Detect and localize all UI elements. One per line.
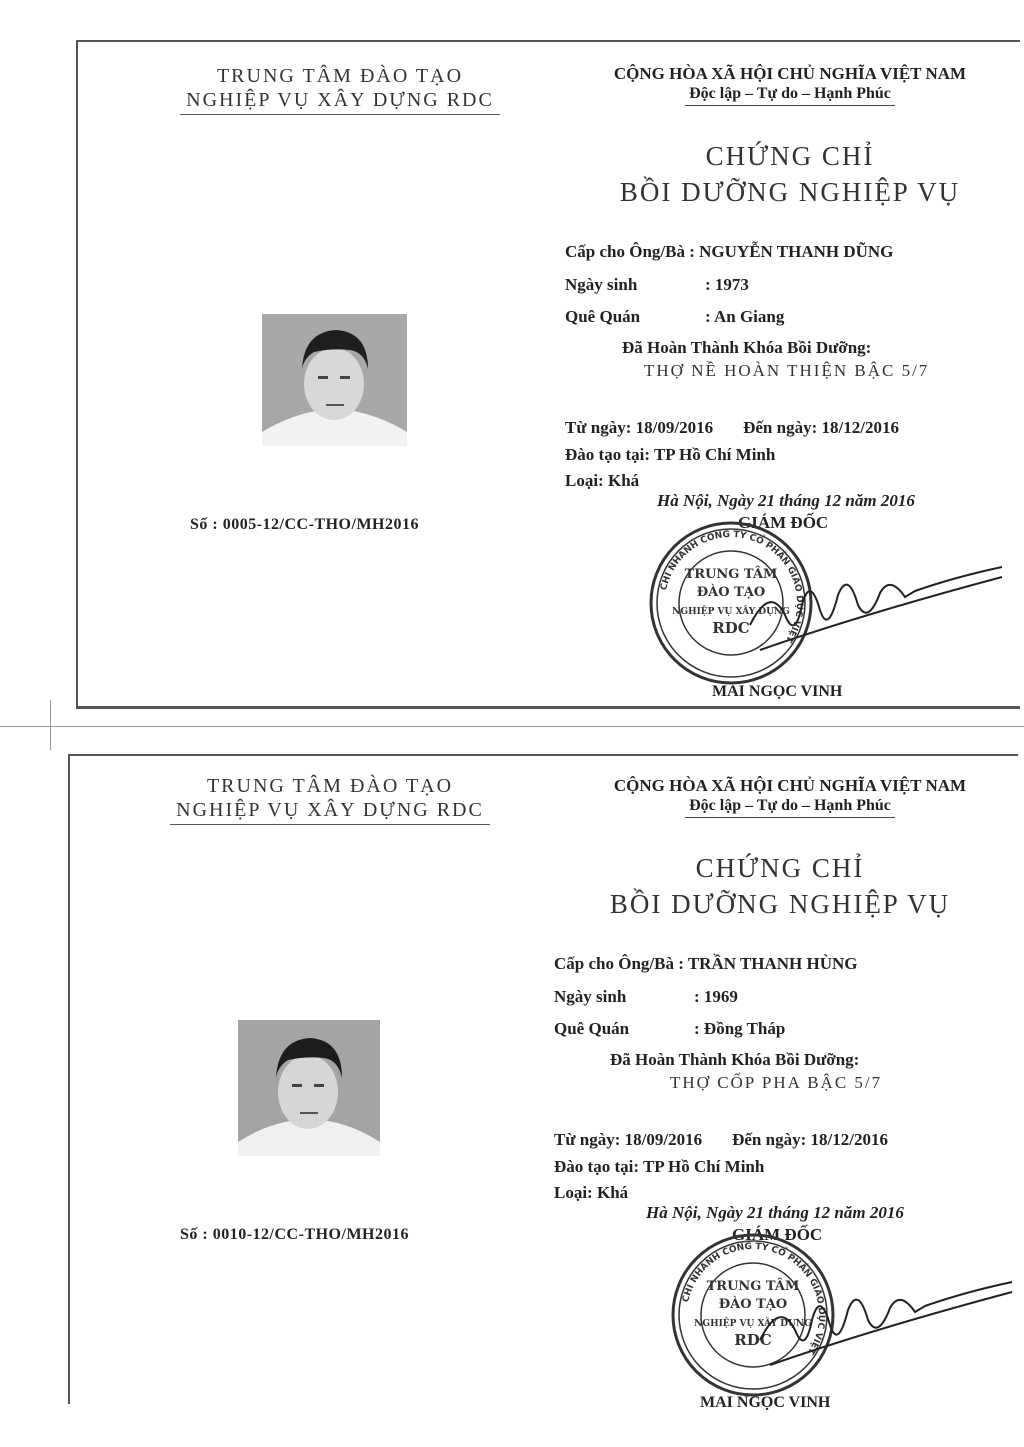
title-line-1: CHỨNG CHỈ — [695, 853, 865, 883]
trained-at-label: Đào tạo tại: — [554, 1157, 643, 1176]
seal-line-1: TRUNG TÂM — [706, 1279, 800, 1294]
hometown-value: : An Giang — [705, 307, 785, 326]
course-name: THỢ NỀ HOÀN THIỆN BẬC 5/7 — [644, 361, 930, 380]
recipient-label: Cấp cho Ông/Bà : — [554, 954, 688, 973]
nation-line-1: CỘNG HÒA XÃ HỘI CHỦ NGHĨA VIỆT NAM — [613, 776, 967, 795]
nation-line-1: CỘNG HÒA XÃ HỘI CHỦ NGHĨA VIỆT NAM — [613, 64, 967, 83]
to-label: Đến ngày: — [743, 418, 822, 437]
title-line-2: BỒI DƯỠNG NGHIỆP VỤ — [619, 177, 961, 207]
nation-line-2: Độc lập – Tự do – Hạnh Phúc — [685, 796, 895, 818]
grade-value: Khá — [607, 471, 640, 490]
to-date: 18/12/2016 — [810, 1130, 888, 1149]
dob-row — [565, 275, 749, 295]
portrait-photo — [238, 1020, 380, 1156]
from-label: Từ ngày: — [554, 1130, 625, 1149]
to-label: Đến ngày: — [732, 1130, 811, 1149]
trained-at-label: Đào tạo tại: — [565, 445, 654, 464]
signer-role: GIÁM ĐỐC — [738, 513, 829, 532]
dob-label: Ngày sinh — [554, 987, 627, 1006]
org-header — [170, 774, 490, 825]
org-line-1: TRUNG TÂM ĐÀO TẠO — [216, 65, 464, 87]
org-line-2: NGHIỆP VỤ XÂY DỰNG RDC — [180, 88, 500, 115]
to-date: 18/12/2016 — [821, 418, 899, 437]
org-header — [180, 64, 500, 115]
signer-name: MAI NGỌC VINH — [712, 683, 843, 700]
grade-label: Loại: — [565, 471, 608, 490]
serial-number: Số : 0005-12/CC-THO/MH2016 — [190, 516, 419, 533]
certificate-title — [580, 850, 980, 922]
org-line-1: TRUNG TÂM ĐÀO TẠO — [206, 775, 454, 797]
from-date: 18/09/2016 — [624, 1130, 703, 1149]
seal-outer-text: CHI NHÁNH CÔNG TY CỔ PHẦN GIÁO DỤC VIỆT — [659, 529, 805, 644]
trained-at-row — [554, 1157, 764, 1177]
recipient-row — [554, 954, 858, 974]
nation-line-2: Độc lập – Tự do – Hạnh Phúc — [685, 84, 895, 106]
nation-header — [590, 64, 990, 106]
dob-value: : 1973 — [705, 275, 749, 294]
seal-line-2: ĐÀO TẠO — [696, 585, 766, 600]
completed-label: Đã Hoàn Thành Khóa Bồi Dưỡng: — [622, 338, 872, 357]
title-line-1: CHỨNG CHỈ — [705, 141, 875, 171]
seal-line-4: RDC — [734, 1331, 772, 1349]
dob-label: Ngày sinh — [565, 275, 638, 294]
place-date: Hà Nội, Ngày 21 tháng 12 năm 2016 — [646, 1203, 904, 1222]
date-range-row — [565, 418, 899, 438]
serial-number: Số : 0010-12/CC-THO/MH2016 — [180, 1226, 409, 1243]
certificate-1 — [0, 0, 1024, 720]
recipient-name: NGUYỄN THANH DŨNG — [699, 242, 894, 261]
dob-value: : 1969 — [694, 987, 738, 1006]
grade-label: Loại: — [554, 1183, 597, 1202]
hometown-value: : Đồng Tháp — [694, 1019, 786, 1038]
certificate-title — [590, 138, 990, 210]
grade-row — [565, 471, 639, 491]
seal-line-4: RDC — [712, 619, 750, 637]
signer-role: GIÁM ĐỐC — [732, 1225, 823, 1244]
director-signature — [750, 1270, 1020, 1380]
seal-outer-text: CHI NHÁNH CÔNG TY CỔ PHẦN GIÁO DỤC VIỆT — [681, 1241, 827, 1356]
nation-header — [590, 776, 990, 818]
completed-label: Đã Hoàn Thành Khóa Bồi Dưỡng: — [610, 1050, 860, 1069]
course-name: THỢ CỐP PHA BẬC 5/7 — [670, 1073, 883, 1092]
place-date: Hà Nội, Ngày 21 tháng 12 năm 2016 — [657, 491, 915, 510]
from-label: Từ ngày: — [565, 418, 636, 437]
from-date: 18/09/2016 — [635, 418, 714, 437]
recipient-label: Cấp cho Ông/Bà : — [565, 242, 700, 261]
seal-line-3: NGHIỆP VỤ XÂY DỰNG — [694, 1319, 812, 1329]
dob-row — [554, 987, 738, 1007]
recipient-row — [565, 242, 893, 262]
hometown-label: Quê Quán — [565, 307, 641, 326]
director-signature — [740, 555, 1010, 665]
date-range-row — [554, 1130, 888, 1150]
grade-value: Khá — [596, 1183, 629, 1202]
hometown-row — [554, 1019, 785, 1039]
recipient-name: TRẦN THANH HÙNG — [687, 954, 858, 973]
certificate-2 — [0, 740, 1024, 1447]
trained-at-value: TP Hồ Chí Minh — [642, 1157, 765, 1176]
hometown-row — [565, 307, 784, 327]
trained-at-value: TP Hồ Chí Minh — [653, 445, 776, 464]
org-line-2: NGHIỆP VỤ XÂY DỰNG RDC — [170, 798, 490, 825]
seal-line-3: NGHIỆP VỤ XÂY DỰNG — [672, 607, 790, 617]
separator-line — [0, 726, 1024, 727]
signer-name: MAI NGỌC VINH — [700, 1394, 831, 1411]
hometown-label: Quê Quán — [554, 1019, 630, 1038]
portrait-photo — [262, 314, 407, 446]
seal-line-1: TRUNG TÂM — [684, 567, 778, 582]
title-line-2: BỒI DƯỠNG NGHIỆP VỤ — [609, 889, 951, 919]
grade-row — [554, 1183, 628, 1203]
seal-line-2: ĐÀO TẠO — [718, 1297, 788, 1312]
trained-at-row — [565, 445, 775, 465]
